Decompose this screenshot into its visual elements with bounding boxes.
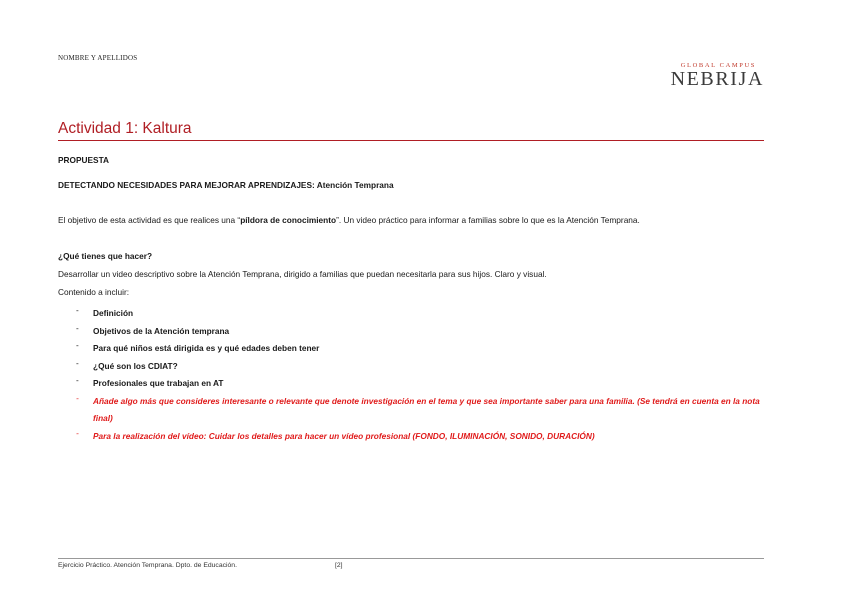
page-title: Actividad 1: Kaltura [58, 120, 764, 141]
list-bullet: - [76, 322, 79, 333]
list-item-text: Profesionales que trabajan en AT [93, 378, 224, 388]
list-bullet: - [76, 427, 79, 438]
activity-subtitle: DETECTANDO NECESIDADES PARA MEJORAR APRENDIZAJES: Atención Temprana [58, 180, 394, 190]
list-bullet: - [76, 357, 79, 368]
header-name-label: NOMBRE Y APELLIDOS [58, 54, 138, 62]
list-bullet: - [76, 305, 79, 315]
contents-label: Contenido a incluir: [58, 287, 130, 297]
propuesta-heading: PROPUESTA [58, 155, 110, 165]
objective-paragraph [58, 215, 640, 225]
nebrija-logo [644, 62, 764, 91]
list-item-text: Definición [93, 308, 134, 318]
footer-divider [58, 558, 764, 559]
footer-page-number: [2] [335, 562, 343, 569]
list-item-text: Añade algo más que consideres interesante o relevante que denote investigación en el tema y que sea importante saber para una familia. (Se tendrá en cuenta en la nota final) [93, 395, 760, 423]
logo-subtitle: GLOBAL CAMPUS [680, 62, 756, 69]
description-paragraph: Desarrollar un video descriptivo sobre la Atención Temprana, dirigido a familias que puedan necesitarla para sus hijos. Claro y visual. [58, 269, 547, 279]
logo-title: NEBRIJA [670, 68, 764, 90]
list-item-text: ¿Qué son los CDIAT? [93, 360, 178, 371]
footer-text: Ejercicio Práctico. Atención Temprana. Dpto. de Educación. [58, 562, 237, 569]
objective-text-end: ”. Un video práctico para informar a familias sobre lo que es la Atención Temprana. [336, 215, 640, 225]
list-bullet: - [76, 375, 79, 385]
list-bullet: - [76, 340, 79, 350]
list-bullet: - [76, 392, 79, 403]
question-heading: ¿Qué tienes que hacer? [58, 251, 153, 261]
list-item-text: Para la realización del vídeo: Cuidar los detalles para hacer un vídeo profesional (FONDO, ILUMINACIÓN, SONIDO, DURACIÓN) [93, 430, 595, 441]
objective-bold-text: píldora de conocimiento [240, 215, 337, 225]
list-item-text: Para qué niños está dirigida es y qué edades deben tener [93, 343, 320, 353]
list-item-text: Objetivos de la Atención temprana [93, 325, 230, 336]
objective-text-start: El objetivo de esta actividad es que realices una “ [58, 215, 241, 225]
